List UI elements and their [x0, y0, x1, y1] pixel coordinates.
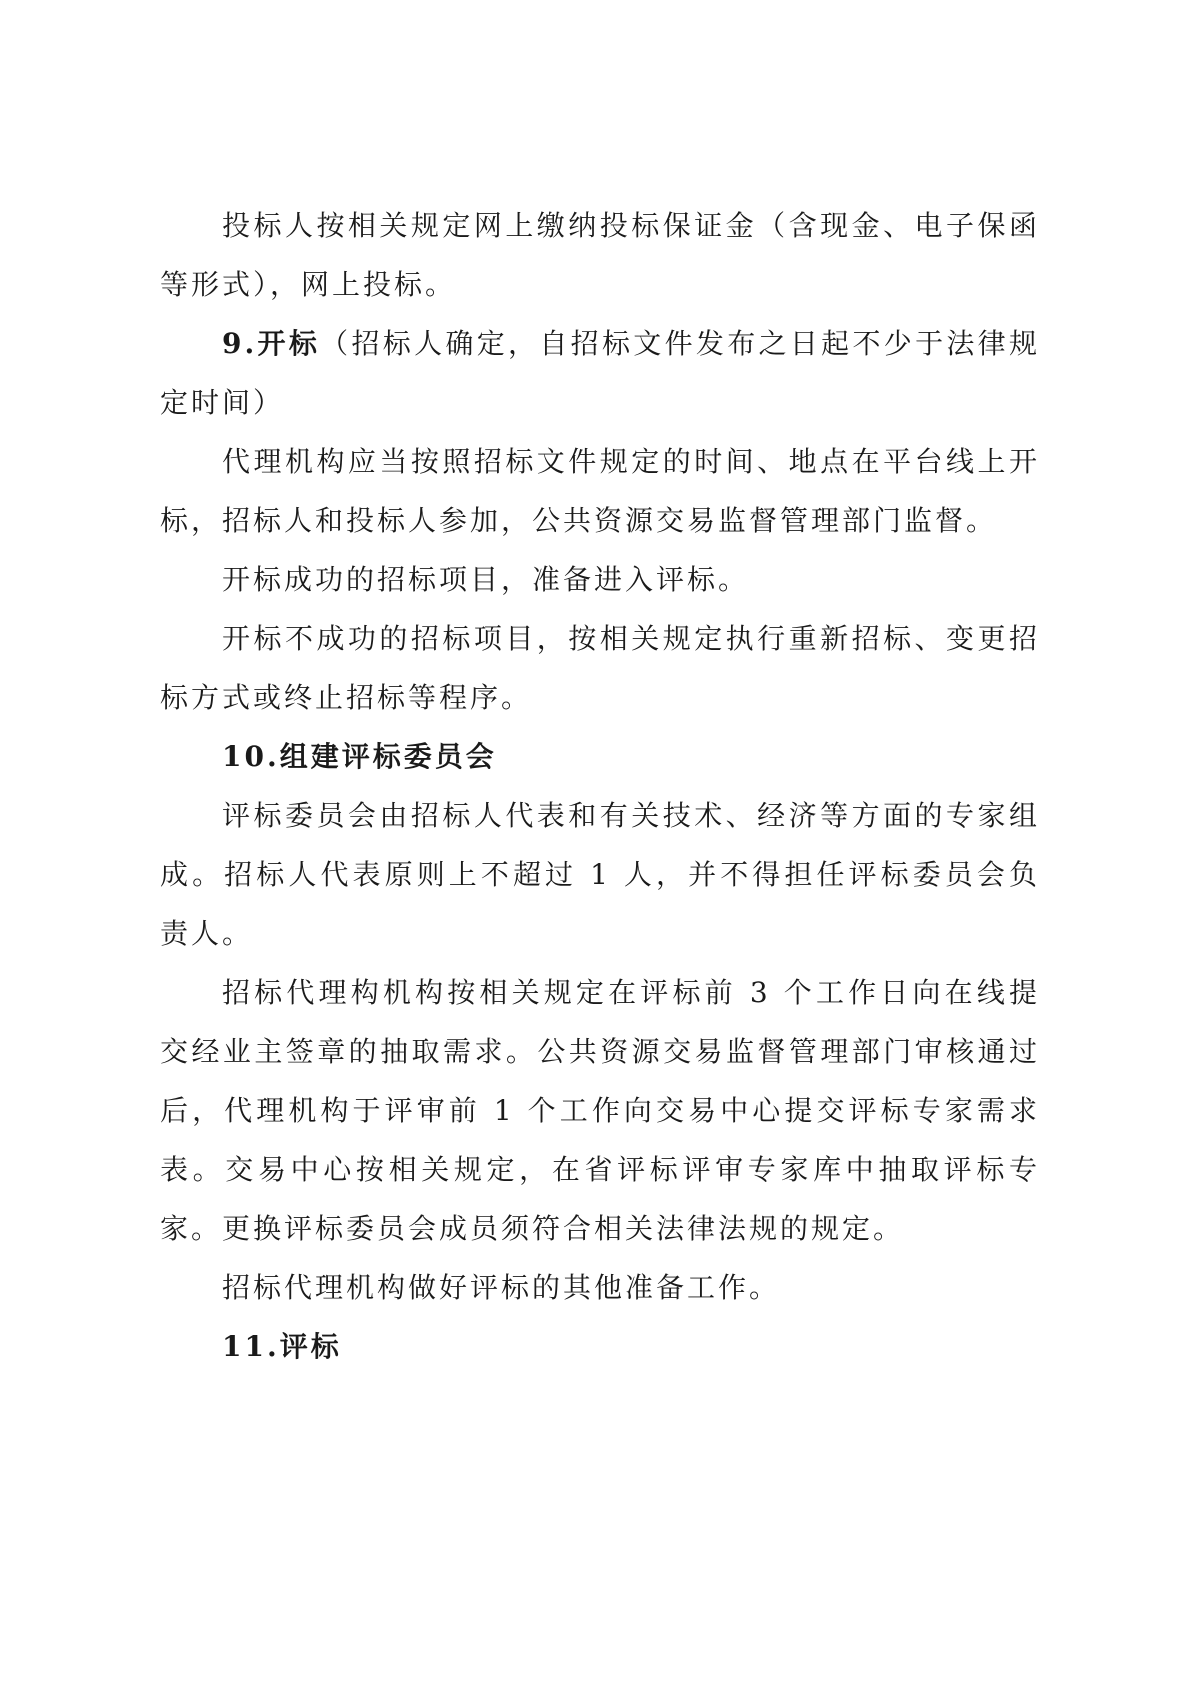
section-heading-title: 11.评标	[222, 1330, 342, 1363]
section-heading-evaluation	[160, 1317, 1040, 1376]
paragraph-online-opening	[160, 432, 1040, 550]
paragraph-committee-composition	[160, 786, 1040, 963]
paragraph-text: 代理机构应当按照招标文件规定的时间、地点在平台线上开标，招标人和投标人参加，公共资源交易监督管理部门监督。	[160, 445, 1040, 537]
paragraph-text: 招标代理机构做好评标的其他准备工作。	[222, 1271, 781, 1304]
paragraph-text: 招标代理构机构按相关规定在评标前 3 个工作日向在线提交经业主签章的抽取需求。公共资源交易监督管理部门审核通过后，代理机构于评审前 1 个工作向交易中心提交评标专家需求表。交易中心按相关规定，在省评标评审专家库中抽取评标专家。更换评标委员会成员须符合相关法律法规的规定。	[160, 976, 1040, 1245]
document-body	[160, 196, 1040, 1376]
section-heading-note: （招标人确定，自招标文件发布之日起不少于法律规定时间）	[160, 327, 1040, 419]
section-heading-bid-opening	[160, 314, 1040, 432]
section-heading-committee	[160, 727, 1040, 786]
section-heading-title: 10.组建评标委员会	[222, 740, 497, 773]
paragraph-expert-selection	[160, 963, 1040, 1258]
paragraph-text: 评标委员会由招标人代表和有关技术、经济等方面的专家组成。招标人代表原则上不超过 1 人，并不得担任评标委员会负责人。	[160, 799, 1040, 950]
section-heading-title: 9.开标	[222, 327, 321, 360]
paragraph-text: 开标不成功的招标项目，按相关规定执行重新招标、变更招标方式或终止招标等程序。	[160, 622, 1040, 714]
paragraph-bid-deposit	[160, 196, 1040, 314]
paragraph-opening-success	[160, 550, 1040, 609]
paragraph-opening-failure	[160, 609, 1040, 727]
paragraph-other-preparation	[160, 1258, 1040, 1317]
paragraph-text: 开标成功的招标项目，准备进入评标。	[222, 563, 750, 596]
paragraph-text: 投标人按相关规定网上缴纳投标保证金（含现金、电子保函等形式），网上投标。	[160, 209, 1040, 301]
